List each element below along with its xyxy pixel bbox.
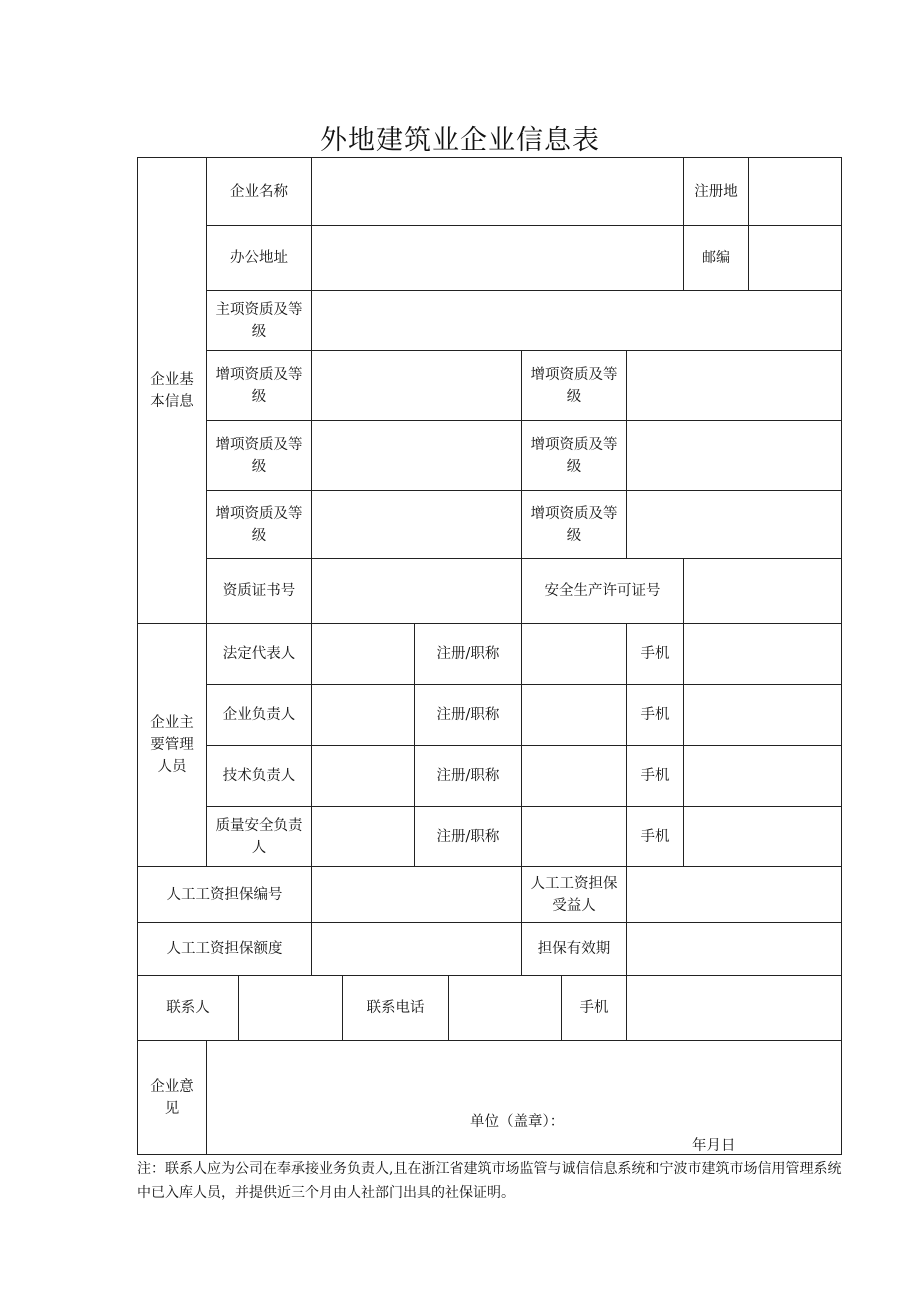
- label-wage-guarantee-beneficiary: 人工工资担保受益人: [530, 875, 618, 914]
- input-registration-title[interactable]: [522, 685, 626, 745]
- input-technical-head[interactable]: [312, 746, 414, 806]
- input-registration-place[interactable]: [749, 158, 841, 225]
- label-mobile: 手机: [640, 768, 670, 784]
- label-registration-title: 注册/职称: [436, 768, 500, 784]
- label-contact-phone: 联系电话: [366, 1000, 425, 1016]
- input-company-opinion[interactable]: [207, 1041, 841, 1101]
- label-technical-head: 技术负责人: [222, 768, 296, 784]
- label-office-address: 办公地址: [230, 250, 288, 266]
- input-guarantee-validity[interactable]: [627, 923, 841, 975]
- input-contact-mobile[interactable]: [627, 976, 841, 1040]
- label-registration-title: 注册/职称: [436, 707, 500, 723]
- input-main-qualification[interactable]: [312, 291, 841, 350]
- label-registration-title: 注册/职称: [436, 828, 500, 845]
- input-registration-title[interactable]: [522, 807, 626, 866]
- input-add-qualification-2[interactable]: [627, 351, 841, 420]
- label-safety-permit-no: 安全生产许可证号: [544, 583, 661, 599]
- input-add-qualification-3[interactable]: [312, 421, 521, 490]
- form-title: 外地建筑业企业信息表: [320, 125, 600, 156]
- input-add-qualification-1[interactable]: [312, 351, 521, 420]
- input-mobile[interactable]: [684, 624, 841, 684]
- input-qualification-cert-no[interactable]: [312, 559, 521, 623]
- label-quality-safety-head: 质量安全负责人: [215, 817, 303, 856]
- label-add-qualification-2: 增项资质及等级: [530, 366, 618, 405]
- label-registration-title: 注册/职称: [436, 646, 500, 662]
- input-company-head[interactable]: [312, 685, 414, 745]
- label-mobile: 手机: [640, 828, 670, 845]
- input-mobile[interactable]: [684, 746, 841, 806]
- input-wage-guarantee-no[interactable]: [312, 867, 521, 922]
- input-add-qualification-5[interactable]: [312, 491, 521, 558]
- input-legal-representative[interactable]: [312, 624, 414, 684]
- footnote: 注：联系人应为公司在奉承接业务负责人,且在浙江省建筑市场监管与诚信信息系统和宁波市建筑市场信用管理系统中已入库人员，并提供近三个月由人社部门出具的社保证明。: [137, 1161, 842, 1201]
- input-registration-title[interactable]: [522, 746, 626, 806]
- input-contact-person[interactable]: [239, 976, 342, 1040]
- label-mobile: 手机: [640, 707, 670, 723]
- label-company-name: 企业名称: [230, 183, 288, 200]
- label-wage-guarantee-no: 人工工资担保编号: [166, 886, 283, 903]
- label-add-qualification-4: 增项资质及等级: [530, 436, 618, 475]
- input-quality-safety-head[interactable]: [312, 807, 414, 866]
- label-postcode: 邮编: [702, 250, 730, 266]
- label-company-head: 企业负责人: [222, 707, 296, 723]
- label-main-qualification: 主项资质及等级: [215, 301, 303, 340]
- input-contact-phone[interactable]: [449, 976, 561, 1040]
- section-label-opinion: 企业意见: [150, 1078, 194, 1117]
- input-add-qualification-6[interactable]: [627, 491, 841, 558]
- label-wage-guarantee-amount: 人工工资担保额度: [166, 941, 283, 957]
- label-add-qualification-1: 增项资质及等级: [215, 366, 303, 405]
- label-contact-person: 联系人: [166, 1000, 210, 1016]
- section-label-management: 企业主要管理人员: [150, 715, 194, 775]
- input-postcode[interactable]: [749, 226, 841, 290]
- date-label: 年月日: [692, 1138, 736, 1154]
- input-safety-permit-no[interactable]: [684, 559, 841, 623]
- label-mobile: 手机: [640, 646, 670, 662]
- input-wage-guarantee-amount[interactable]: [312, 923, 521, 975]
- section-label-basic: 企业基本信息: [150, 371, 194, 410]
- input-mobile[interactable]: [684, 807, 841, 866]
- label-add-qualification-3: 增项资质及等级: [215, 436, 303, 475]
- label-contact-mobile: 手机: [579, 1000, 609, 1016]
- input-wage-guarantee-beneficiary[interactable]: [627, 867, 841, 922]
- input-company-name[interactable]: [312, 158, 683, 225]
- label-registration-place: 注册地: [694, 183, 738, 200]
- input-add-qualification-4[interactable]: [627, 421, 841, 490]
- input-office-address[interactable]: [312, 226, 683, 290]
- input-registration-title[interactable]: [522, 624, 626, 684]
- input-mobile[interactable]: [684, 685, 841, 745]
- label-qualification-cert-no: 资质证书号: [222, 583, 296, 599]
- unit-seal-label: 单位（盖章）：: [470, 1114, 565, 1130]
- label-add-qualification-6: 增项资质及等级: [530, 505, 618, 544]
- label-add-qualification-5: 增项资质及等级: [215, 505, 303, 544]
- label-guarantee-validity: 担保有效期: [537, 941, 611, 957]
- label-legal-representative: 法定代表人: [222, 646, 296, 662]
